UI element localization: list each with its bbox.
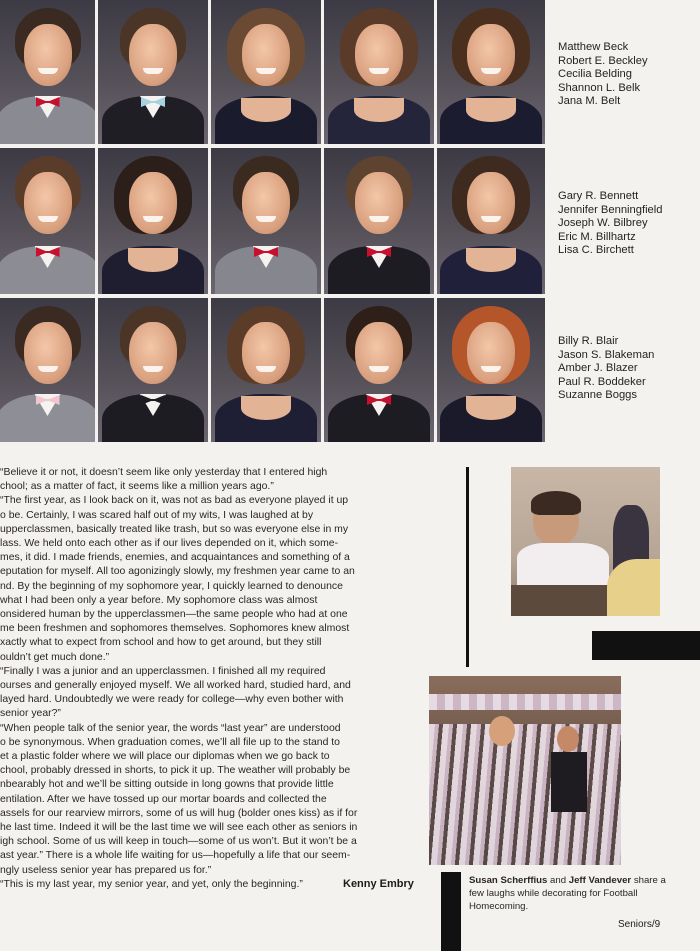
essay-line: nd. By the beginning of my sophomore year, I quickly learned to denounce [0, 580, 343, 592]
portrait-smile [38, 216, 58, 222]
portrait-face [24, 24, 72, 86]
essay-line: he last time. Indeed it will be the last time we will see each other as seniors in [0, 822, 358, 834]
classroom-photo [511, 467, 660, 616]
portrait-face [24, 322, 72, 384]
portrait-neckline [466, 396, 516, 420]
portrait-smile [38, 68, 58, 74]
essay-line: layed hard. Undoubtedly we were ready for college—why even bother with [0, 694, 344, 706]
portrait-shannon-l-belk [324, 0, 434, 144]
portrait-smile [481, 216, 501, 222]
portrait-amber-j-blazer [211, 298, 321, 442]
portrait-jason-s-blakeman [98, 298, 208, 442]
portrait-face [129, 172, 177, 234]
student-name: Amber J. Blazer [558, 362, 638, 375]
essay-line: “Finally I was a junior and an upperclassmen. I finished all my required [0, 665, 326, 677]
student-name: Cecilia Belding [558, 68, 633, 81]
portrait-gary-r-bennett [0, 148, 95, 294]
essay-line: chool, probably dressed in shorts, to pick it up. The weather will probably be [0, 765, 351, 777]
portrait-face [242, 172, 290, 234]
essay-line: senior year?” [0, 708, 61, 720]
caption-name-1: Susan Scherffius [469, 875, 548, 886]
essay-line: et a plastic folder where we will place our diplomas when we go back to [0, 751, 330, 763]
student-name: Suzanne Boggs [558, 389, 637, 402]
portrait-smile [369, 68, 389, 74]
portrait-neckline [354, 98, 404, 122]
portrait-smile [143, 68, 163, 74]
essay-line: igh school. Some of us will keep in touch—some of us won’t. But it won’t be a [0, 836, 357, 848]
portrait-neckline [128, 248, 178, 272]
essay-line: o be synonymous. When graduation comes, we’ll all file up to the stand to [0, 736, 340, 748]
vertical-rule [466, 467, 469, 667]
name-list-row-3 [558, 335, 654, 403]
portrait-smile [369, 366, 389, 372]
student-hair [531, 491, 581, 515]
susan-figure [489, 716, 515, 746]
essay-line: o be. Certainly, I was scared half out of my wits, I was laughed at by [0, 509, 314, 521]
portrait-face [467, 24, 515, 86]
portrait-face [355, 322, 403, 384]
portrait-lisa-c-birchett [437, 148, 545, 294]
portrait-face [129, 322, 177, 384]
essay-line: me been freshmen and sophomores themselves. Sophomores knew almost [0, 623, 350, 635]
portrait-eric-m-billhartz [324, 148, 434, 294]
essay-line: “This is my last year, my senior year, and yet, only the beginning.” [0, 878, 303, 890]
portrait-matthew-beck [0, 0, 95, 144]
caption-and: and [550, 875, 567, 886]
student-name: Joseph W. Bilbrey [558, 217, 648, 230]
portrait-jennifer-benningfield [98, 148, 208, 294]
essay-line: onsidered human by the upperclassmen—the same people who had at one [0, 609, 348, 621]
essay-line: upperclassmen, basically treated like trash, but so was everyone else in my [0, 523, 349, 535]
essay-line: what I had been only a year before. My sophomore class was almost [0, 594, 318, 606]
essay-line: eputation for myself. All too agonizingly slowly, my freshmen year came to an [0, 566, 355, 578]
foreground-figure [607, 559, 660, 616]
portrait-face [467, 322, 515, 384]
photo-caption [469, 874, 667, 913]
portrait-smile [143, 366, 163, 372]
portrait-face [129, 24, 177, 86]
portrait-neckline [466, 248, 516, 272]
portrait-smile [481, 68, 501, 74]
student-name: Jana M. Belt [558, 95, 621, 108]
essay-line: lass. We held onto each other as if our lives depended on it, which some- [0, 538, 339, 550]
portrait-face [355, 24, 403, 86]
student-name: Eric M. Billhartz [558, 230, 636, 243]
portrait-neckline [241, 396, 291, 420]
streamer-backdrop [429, 694, 621, 710]
essay-line: assels for our rearview mirrors, some of us will hug (bolder ones kiss) as if for [0, 807, 358, 819]
essay-line: “Believe it or not, it doesn’t seem like only yesterday that I entered high [0, 467, 328, 478]
homecoming-decorating-photo [429, 676, 621, 865]
portrait-smile [256, 366, 276, 372]
portrait-face [242, 24, 290, 86]
bottom-rule [441, 872, 461, 951]
student-name: Billy R. Blair [558, 335, 619, 347]
student-name: Jason S. Blakeman [558, 348, 655, 361]
essay-line: ast year.” There is a whole life waiting for us—hopefully a life that our seem- [0, 850, 351, 862]
portrait-smile [38, 366, 58, 372]
streamers [429, 724, 621, 865]
name-list-row-1 [558, 41, 648, 109]
portrait-face [242, 322, 290, 384]
portrait-face [467, 172, 515, 234]
black-bar [592, 631, 700, 660]
portrait-smile [143, 216, 163, 222]
portrait-smile [481, 366, 501, 372]
portrait-smile [256, 216, 276, 222]
senior-essay [0, 466, 418, 892]
jeff-shirt [551, 752, 587, 812]
essay-line: ngly useless senior year has prepared us for.” [0, 864, 212, 876]
essay-line: ourses and generally enjoyed myself. We all worked hard, studied hard, and [0, 680, 351, 692]
portrait-paul-r-boddeker [324, 298, 434, 442]
essay-line: “The first year, as I look back on it, was not as bad as everyone played it up [0, 495, 349, 507]
essay-author: Kenny Embry [343, 878, 414, 890]
page-folio: Seniors/9 [618, 919, 661, 930]
senior-portrait-grid [0, 0, 545, 444]
portrait-cecilia-belding [211, 0, 321, 144]
essay-line: ouldn’t get much done.” [0, 651, 110, 663]
portrait-neckline [466, 98, 516, 122]
portrait-face [24, 172, 72, 234]
portrait-face [355, 172, 403, 234]
jeff-figure [557, 726, 579, 752]
essay-line: nbearably hot and we’ll be sitting outside in long gowns that provide little [0, 779, 334, 791]
portrait-neckline [241, 98, 291, 122]
portrait-smile [369, 216, 389, 222]
essay-line: entilation. After we have tossed up our mortar boards and collected the [0, 793, 327, 805]
essay-line: mes, it did. I made friends, enemies, and acquaintances and something of a [0, 552, 350, 564]
student-name: Shannon L. Belk [558, 81, 641, 94]
caption-name-2: Jeff [568, 875, 586, 886]
portrait-suzanne-boggs [437, 298, 545, 442]
student-name: Jennifer Benningfield [558, 203, 663, 216]
essay-line: xactly what to expect from school and how to get around, but they still [0, 637, 322, 649]
essay-line: “When people talk of the senior year, the words “last year” are understood [0, 722, 341, 734]
student-name: Gary R. Bennett [558, 190, 639, 202]
portrait-billy-r-blair [0, 298, 95, 442]
essay-line: chool; as a matter of fact, it seems like a million years ago.” [0, 481, 274, 493]
name-list-row-2 [558, 190, 663, 258]
caption-name-3: Vandever [588, 875, 632, 886]
portrait-joseph-w-bilbrey [211, 148, 321, 294]
student-name: Robert E. Beckley [558, 54, 648, 67]
caption-text: share a few laughs while decorating for Football Homecoming. [469, 875, 666, 912]
student-name: Lisa C. Birchett [558, 244, 634, 257]
portrait-jana-m-belt [437, 0, 545, 144]
student-name: Matthew Beck [558, 41, 629, 53]
portrait-robert-e-beckley [98, 0, 208, 144]
portrait-smile [256, 68, 276, 74]
student-name: Paul R. Boddeker [558, 375, 646, 388]
